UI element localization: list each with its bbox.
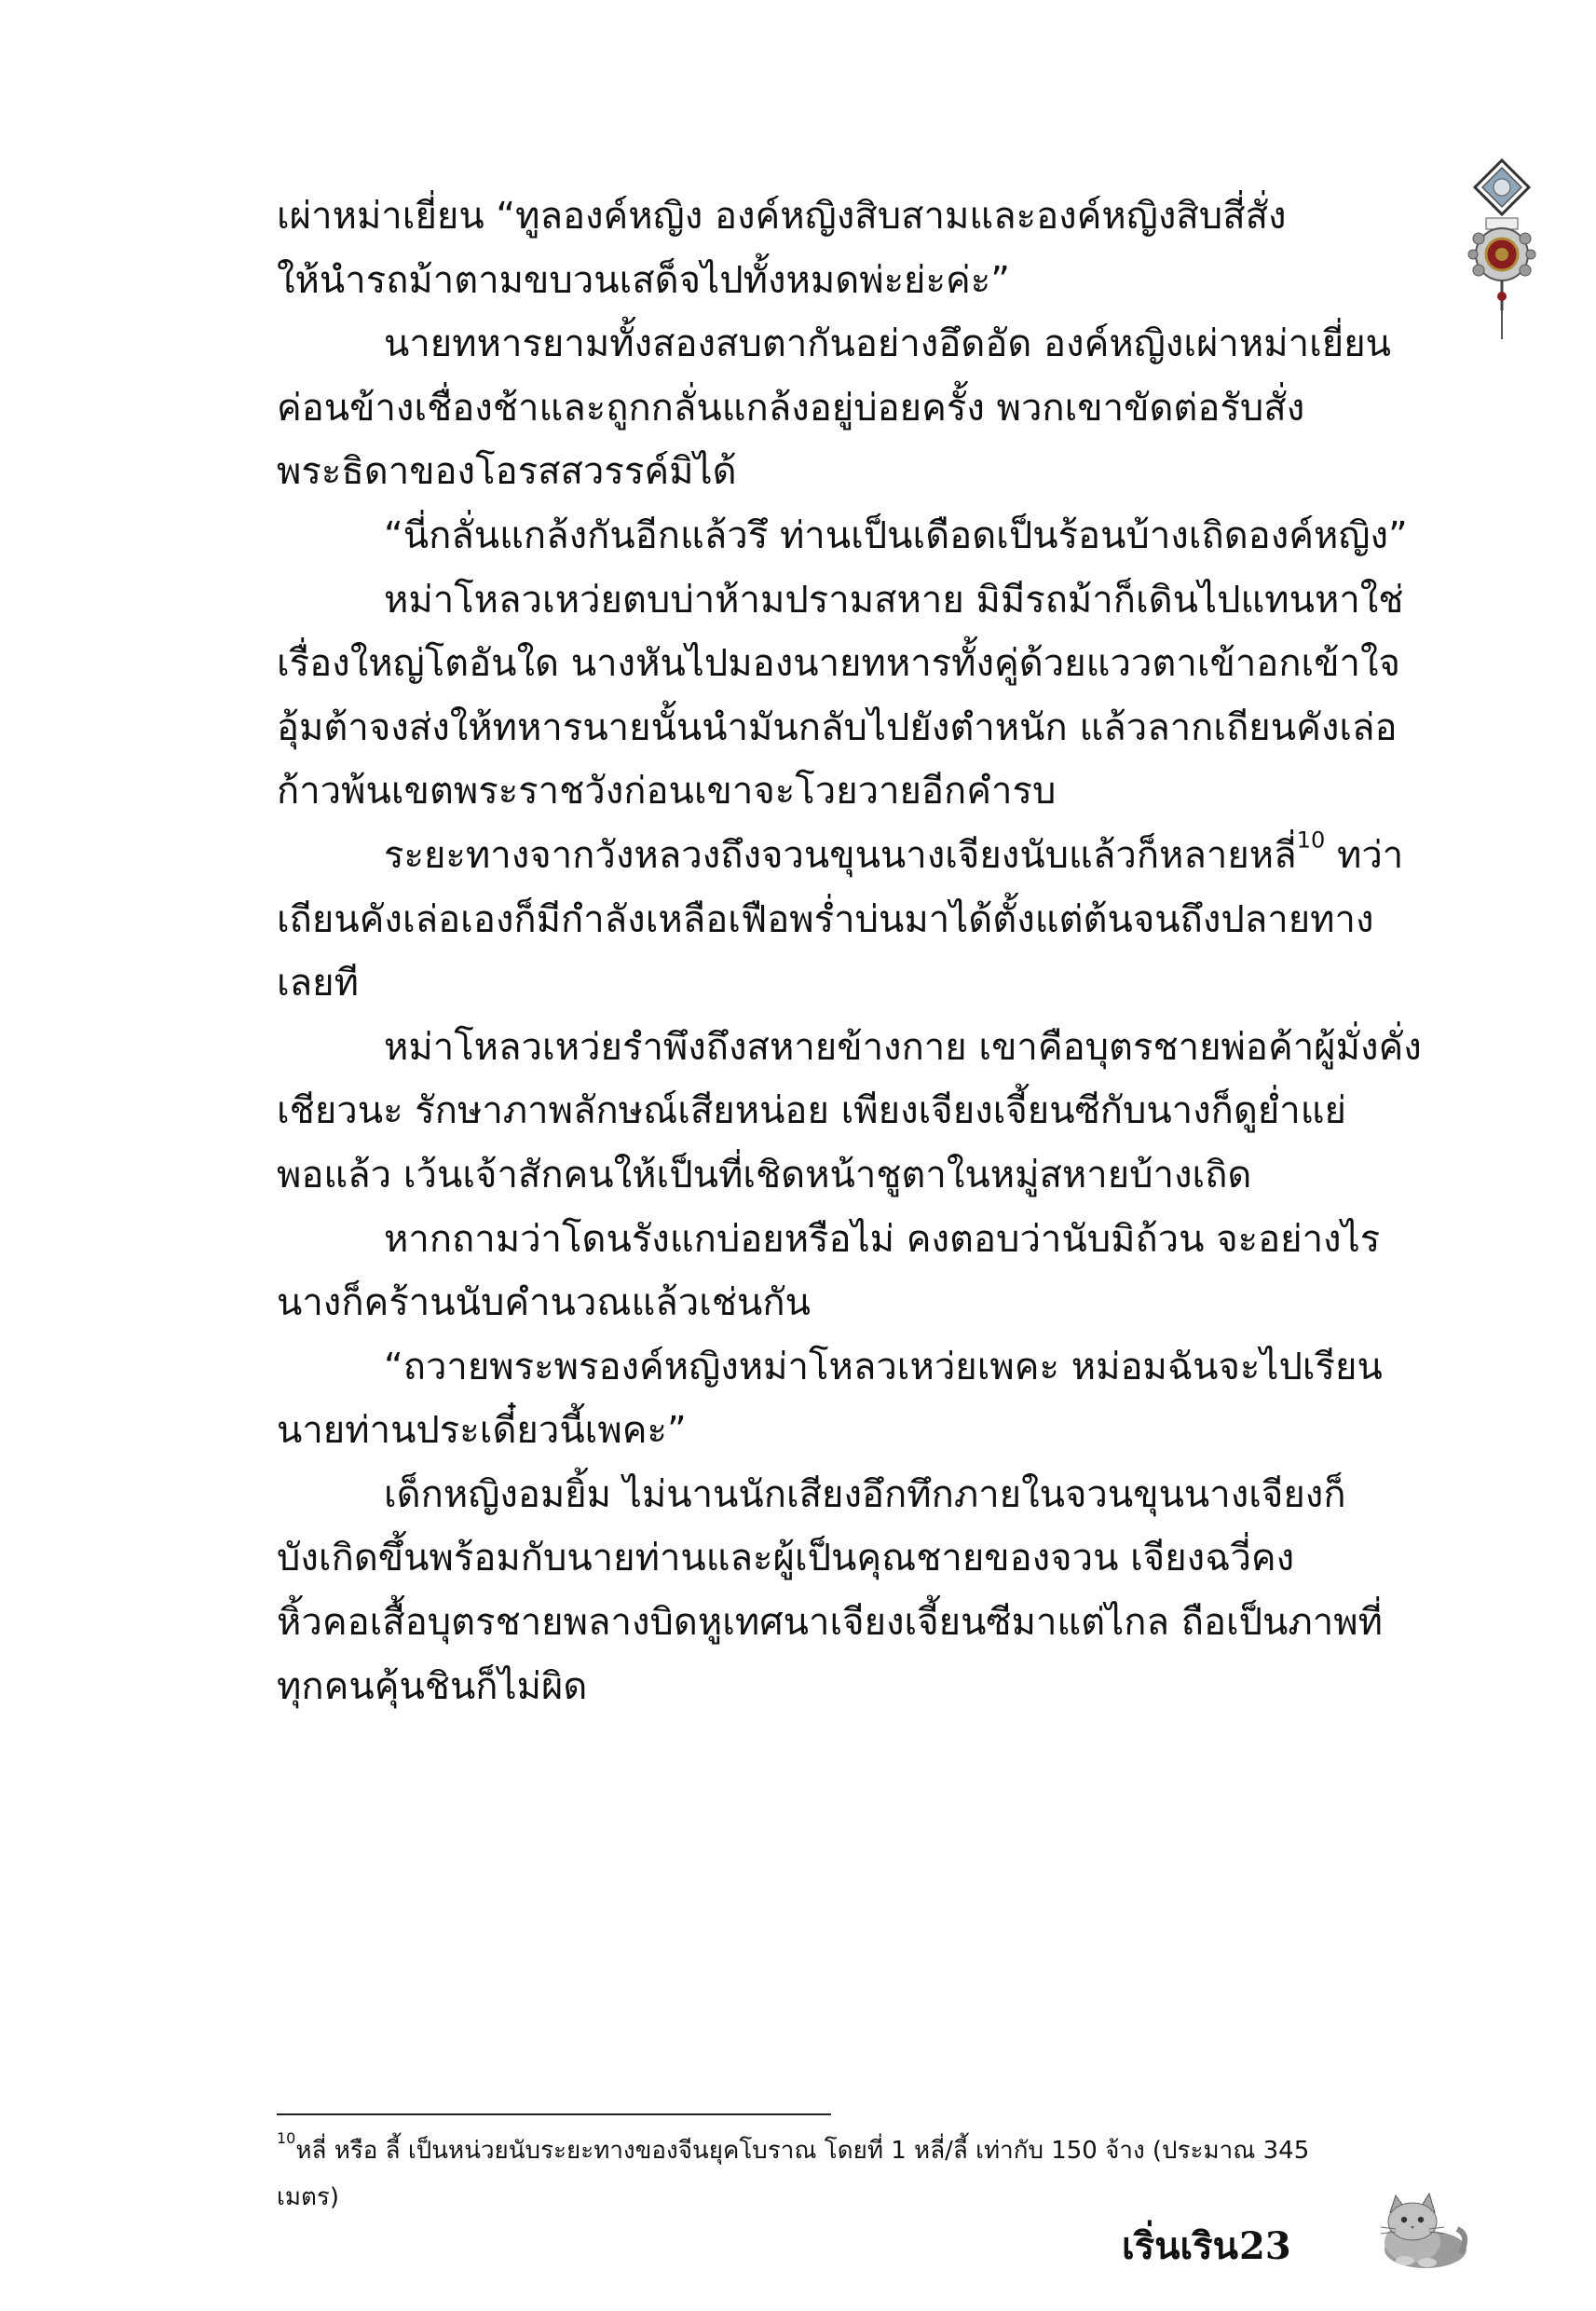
- footnote-marker: 10: [277, 2129, 296, 2147]
- text-line: “นี่กลั่นแกล้งกันอีกแล้วรึ ท่านเป็นเดือดเป็นร้อนบ้างเถิดองค์หญิง”: [384, 513, 1408, 557]
- text-line: พระธิดาของโอรสสวรรค์มิได้: [277, 450, 737, 494]
- footnote-line: [277, 2127, 1441, 2174]
- text-line: บังเกิดขึ้นพร้อมกับนายท่านและผู้เป็นคุณชายของจวน เจียงฉวี่คง: [277, 1537, 1295, 1580]
- text-line: อุ้มต้าจงส่งให้ทหารนายนั้นนำมันกลับไปยังตำหนัก แล้วลากเถียนคังเล่อ: [277, 705, 1398, 749]
- text-line: ให้นำรถม้าตามขบวนเสด็จไปทั้งหมดพ่ะย่ะค่ะ”: [277, 258, 1010, 302]
- footnote-reference[interactable]: 10: [1296, 827, 1326, 854]
- text-line: นายท่านประเดี๋ยวนี้เพคะ”: [277, 1409, 687, 1453]
- text-line: หิ้วคอเสื้อบุตรชายพลางบิดหูเทศนาเจียงเจี้ยนซีมาแต่ไกล ถือเป็นภาพที่: [277, 1601, 1383, 1645]
- text-line: เด็กหญิงอมยิ้ม ไม่นานนักเสียงอึกทึกภายในจวนขุนนางเจียงก็: [384, 1472, 1346, 1516]
- cat-illustration-icon: [1368, 2188, 1470, 2270]
- text-line: นายทหารยามทั้งสองสบตากันอย่างอึดอัด องค์หญิงเผ่าหม่าเยี่ยน: [384, 322, 1391, 366]
- text-line: [277, 824, 1437, 888]
- book-title: เริ่นเริน: [1122, 2224, 1238, 2268]
- text-line: “ถวายพระพรองค์หญิงหม่าโหลวเหว่ยเพคะ หม่อมฉันจะไปเรียน: [384, 1345, 1383, 1388]
- text-line: พอแล้ว เว้นเจ้าสักคนให้เป็นที่เชิดหน้าชูตาในหมู่สหายบ้างเถิด: [277, 1153, 1252, 1197]
- text-line: ก้าวพ้นเขตพระราชวังก่อนเขาจะโวยวายอีกคำรบ: [277, 770, 1057, 814]
- paragraph-5: [277, 824, 1437, 1016]
- paragraph-9: [277, 1463, 1437, 1718]
- paragraph-7: [277, 1208, 1437, 1335]
- text-line: เลยที: [277, 962, 359, 1005]
- text-line: เถียนคังเล่อเองก็มีกำลังเหลือเฟือพร่ำบ่นมาได้ตั้งแต่ต้นจนถึงปลายทาง: [277, 897, 1374, 941]
- text-line: เผ่าหม่าเยี่ยน “ทูลองค์หญิง องค์หญิงสิบสามและองค์หญิงสิบสี่สั่ง: [277, 195, 1287, 238]
- text-line-tail: ทว่า: [1325, 833, 1404, 877]
- text-line: ทุกคนคุ้นชินก็ไม่ผิด: [277, 1664, 588, 1708]
- text-line: เชียวนะ รักษาภาพลักษณ์เสียหน่อย เพียงเจียงเจี้ยนซีกับนางก็ดูย่ำแย่: [277, 1089, 1346, 1133]
- paragraph-6: [277, 1016, 1437, 1208]
- footnote-line: เมตร): [277, 2183, 340, 2211]
- paragraph-3: [277, 504, 1437, 568]
- text-line: นางก็คร้านนับคำนวณแล้วเช่นกัน: [277, 1281, 811, 1325]
- footnote: [277, 2127, 1441, 2221]
- text-line: เรื่องใหญ่โตอันใด นางหันไปมองนายทหารทั้งคู่ด้วยแววตาเข้าอกเข้าใจ: [277, 642, 1400, 686]
- text-line-head: ระยะทางจากวังหลวงถึงจวนขุนนางเจียงนับแล้วก็หลายหลี่: [384, 833, 1297, 877]
- text-line: หากถามว่าโดนรังแกบ่อยหรือไม่ คงตอบว่านับมิถ้วน จะอย่างไร: [384, 1217, 1381, 1261]
- paragraph-2: [277, 312, 1437, 504]
- page-number: 23: [1239, 2224, 1291, 2268]
- hanging-knot-ornament-icon: [1467, 157, 1537, 343]
- text-line: ค่อนข้างเชื่องช้าและถูกกลั่นแกล้งอยู่บ่อยครั้ง พวกเขาขัดต่อรับสั่ง: [277, 386, 1305, 430]
- footnote-text: หลี่ หรือ ลี้ เป็นหน่วยนับระยะทางของจีนยุคโบราณ โดยที่ 1 หลี่/ลี้ เท่ากับ 150 จ้าง (ประมาณ 345: [295, 2137, 1310, 2165]
- paragraph-8: [277, 1335, 1437, 1463]
- text-line: หม่าโหลวเหว่ยรำพึงถึงสหายข้างกาย เขาคือบุตรชายพ่อค้าผู้มั่งคั่ง: [384, 1025, 1422, 1069]
- paragraph-1: [277, 185, 1437, 312]
- body-text: [277, 185, 1437, 1718]
- text-line: หม่าโหลวเหว่ยตบบ่าห้ามปรามสหาย มิมีรถม้าก็เดินไปแทนหาใช่: [384, 578, 1404, 622]
- paragraph-4: [277, 568, 1437, 824]
- footnote-divider: [277, 2113, 831, 2115]
